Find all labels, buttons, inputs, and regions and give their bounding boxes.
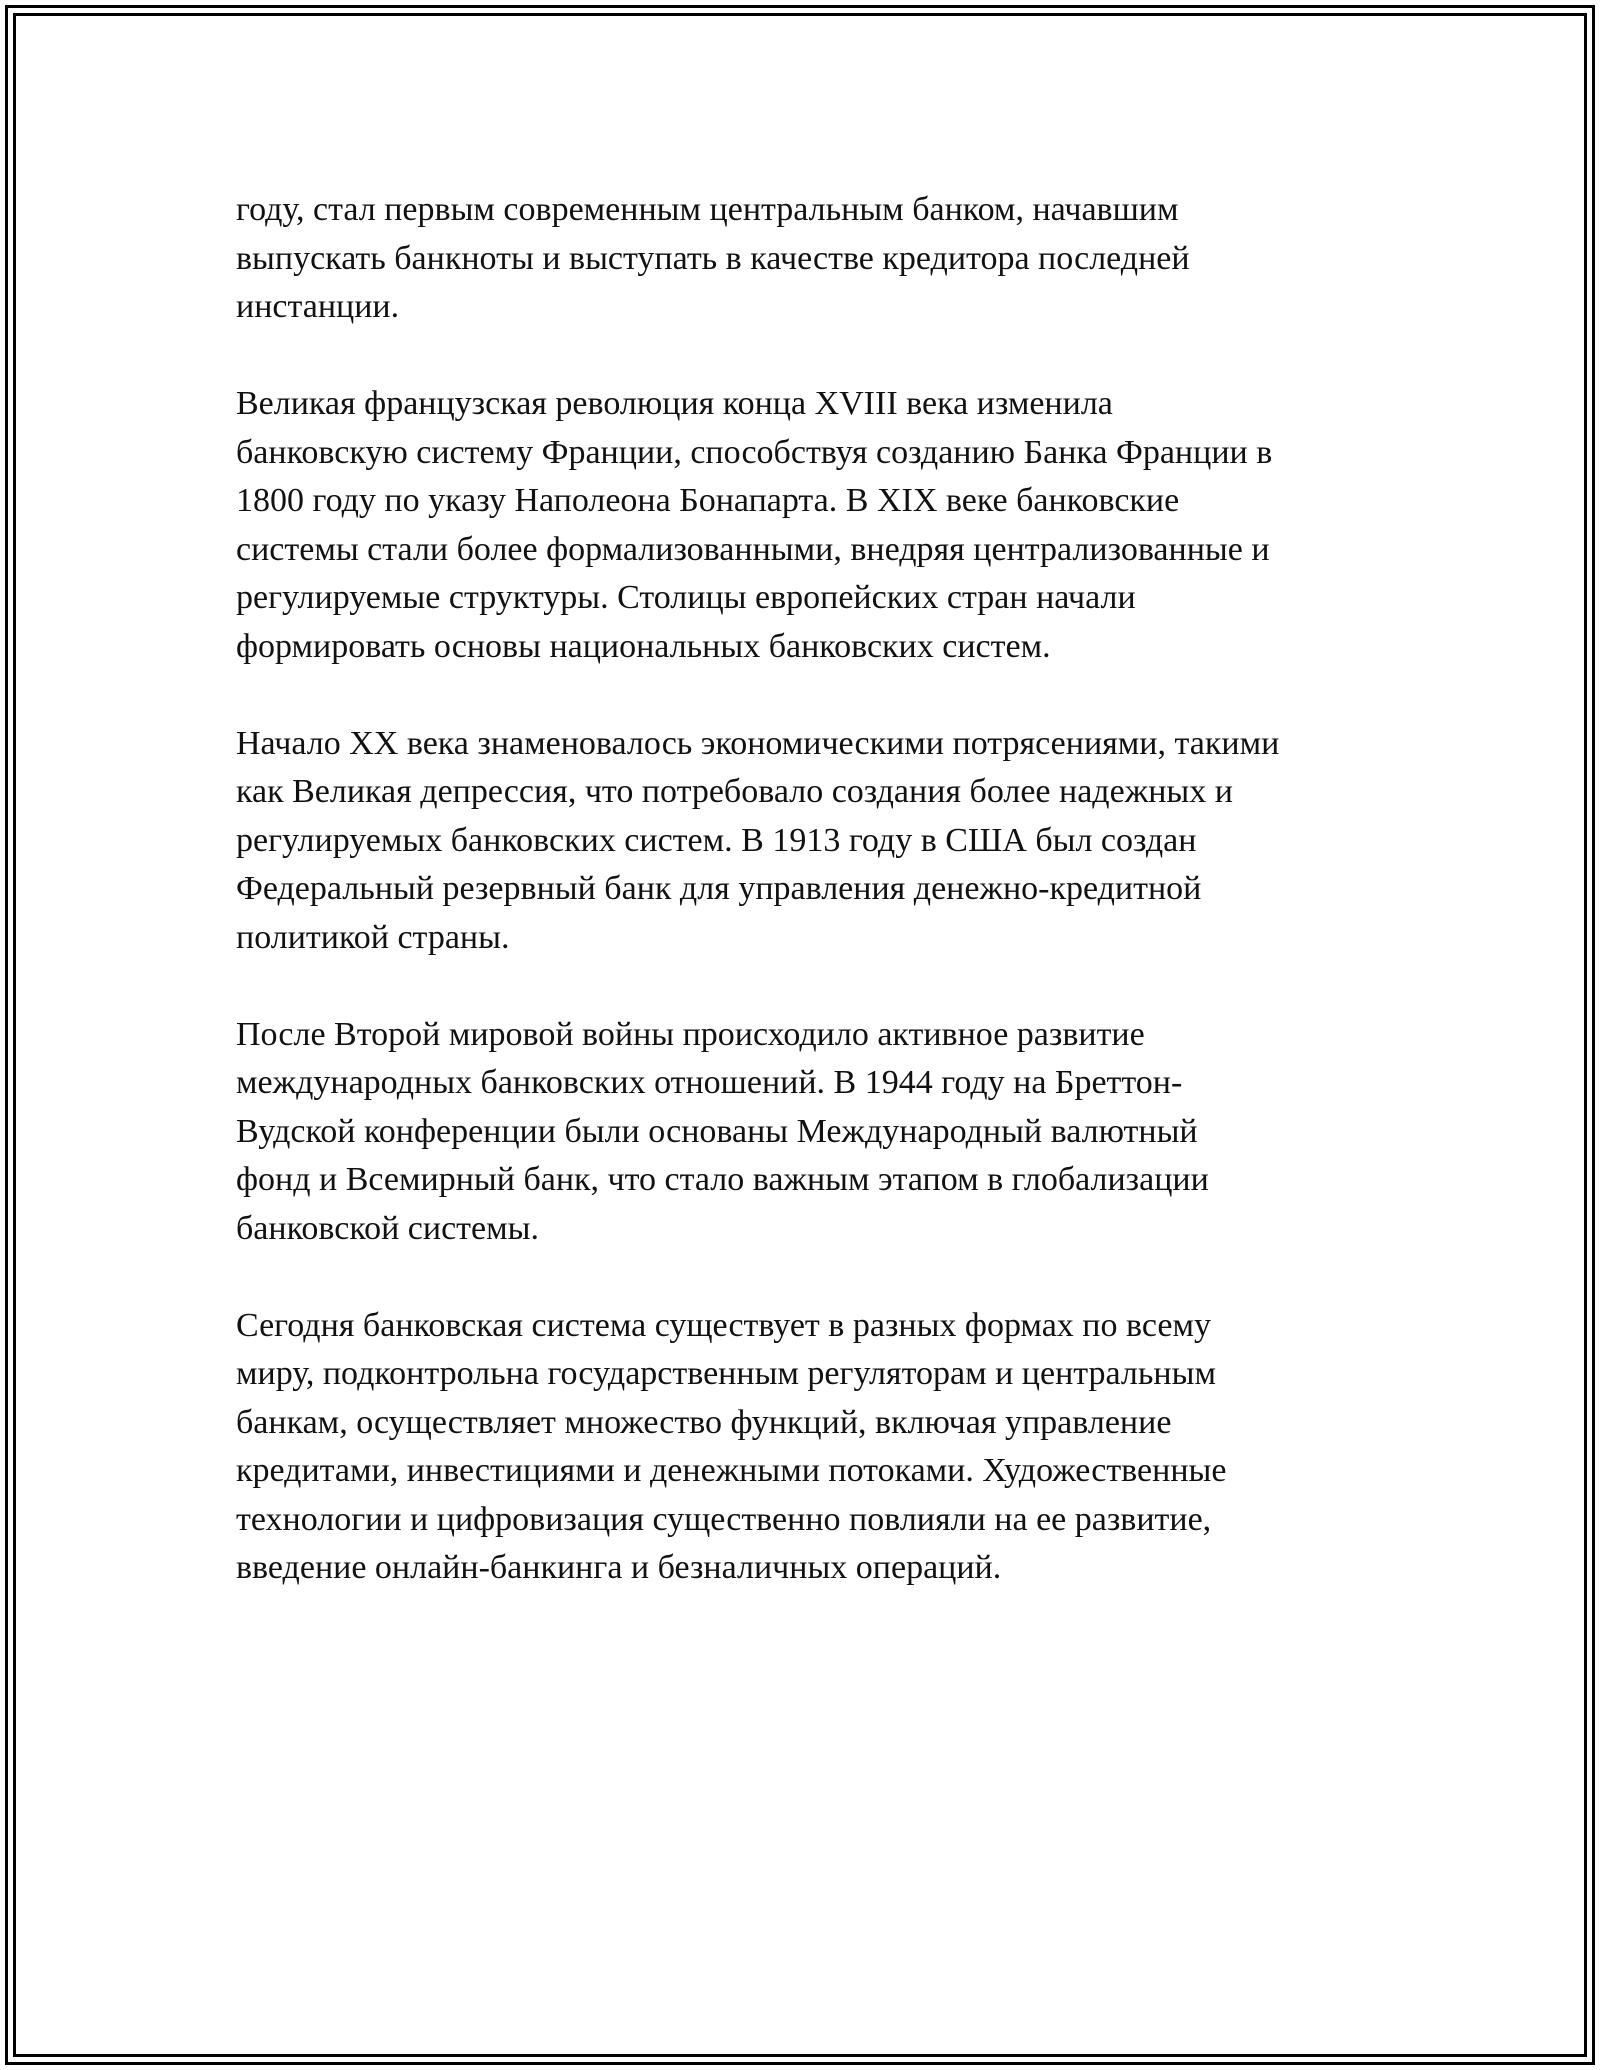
paragraph-post-war xyxy=(236,1011,1376,1254)
text-line: введение онлайн-банкинга и безналичных операций. xyxy=(236,1549,1002,1586)
text-line: После Второй мировой войны происходило активное развитие xyxy=(236,1015,1145,1053)
text-line: 1800 году по указу Наполеона Бонапарта. В XIX веке банковские xyxy=(236,482,1180,519)
text-line: технологии и цифровизация существенно повлияли на ее развитие, xyxy=(236,1500,1212,1538)
text-line: Вудской конференции были основаны Международный валютный xyxy=(236,1112,1198,1150)
text-line: выпускать банкноты и выступать в качестве кредитора последней xyxy=(236,239,1190,277)
text-line: Федеральный резервный банк для управления денежно-кредитной xyxy=(236,870,1202,907)
text-line: банкам, осуществляет множество функций, включая управление xyxy=(236,1403,1172,1441)
text-line: банковской системы. xyxy=(236,1209,539,1247)
paragraph-french-revolution-intro xyxy=(236,186,1376,332)
text-line: кредитами, инвестициями и денежными потоками. Художественные xyxy=(236,1452,1227,1489)
text-line: инстанции. xyxy=(236,288,400,325)
text-line: международных банковских отношений. В 1944 году на Бреттон- xyxy=(236,1064,1183,1101)
paragraph-french-revolution xyxy=(236,380,1376,671)
text-line: как Великая депрессия, что потребовало создания более надежных и xyxy=(236,773,1233,810)
text-line: Начало XX века знаменовалось экономическими потрясениями, такими xyxy=(236,724,1280,762)
text-line: Сегодня банковская система существует в разных формах по всему xyxy=(236,1306,1211,1344)
text-line: регулируемых банковских систем. В 1913 году в США был создан xyxy=(236,821,1197,859)
document-body xyxy=(236,186,1376,1641)
text-line: году, стал первым современным центральным банком, начавшим xyxy=(236,191,1179,228)
text-line: банковскую систему Франции, способствуя созданию Банка Франции в xyxy=(236,433,1273,471)
paragraph-today xyxy=(236,1302,1376,1593)
text-line: системы стали более формализованными, внедряя централизованные и xyxy=(236,530,1270,568)
text-line: формировать основы национальных банковских систем. xyxy=(236,627,1051,665)
paragraph-twentieth-century xyxy=(236,720,1376,963)
text-line: фонд и Всемирный банк, что стало важным этапом в глобализации xyxy=(236,1161,1209,1198)
text-line: регулируемые структуры. Столицы европейских стран начали xyxy=(236,579,1136,616)
text-line: Великая французская революция конца XVIII века изменила xyxy=(236,385,1113,422)
text-line: миру, подконтрольна государственным регуляторам и центральным xyxy=(236,1355,1216,1392)
text-line: политикой страны. xyxy=(236,918,510,956)
